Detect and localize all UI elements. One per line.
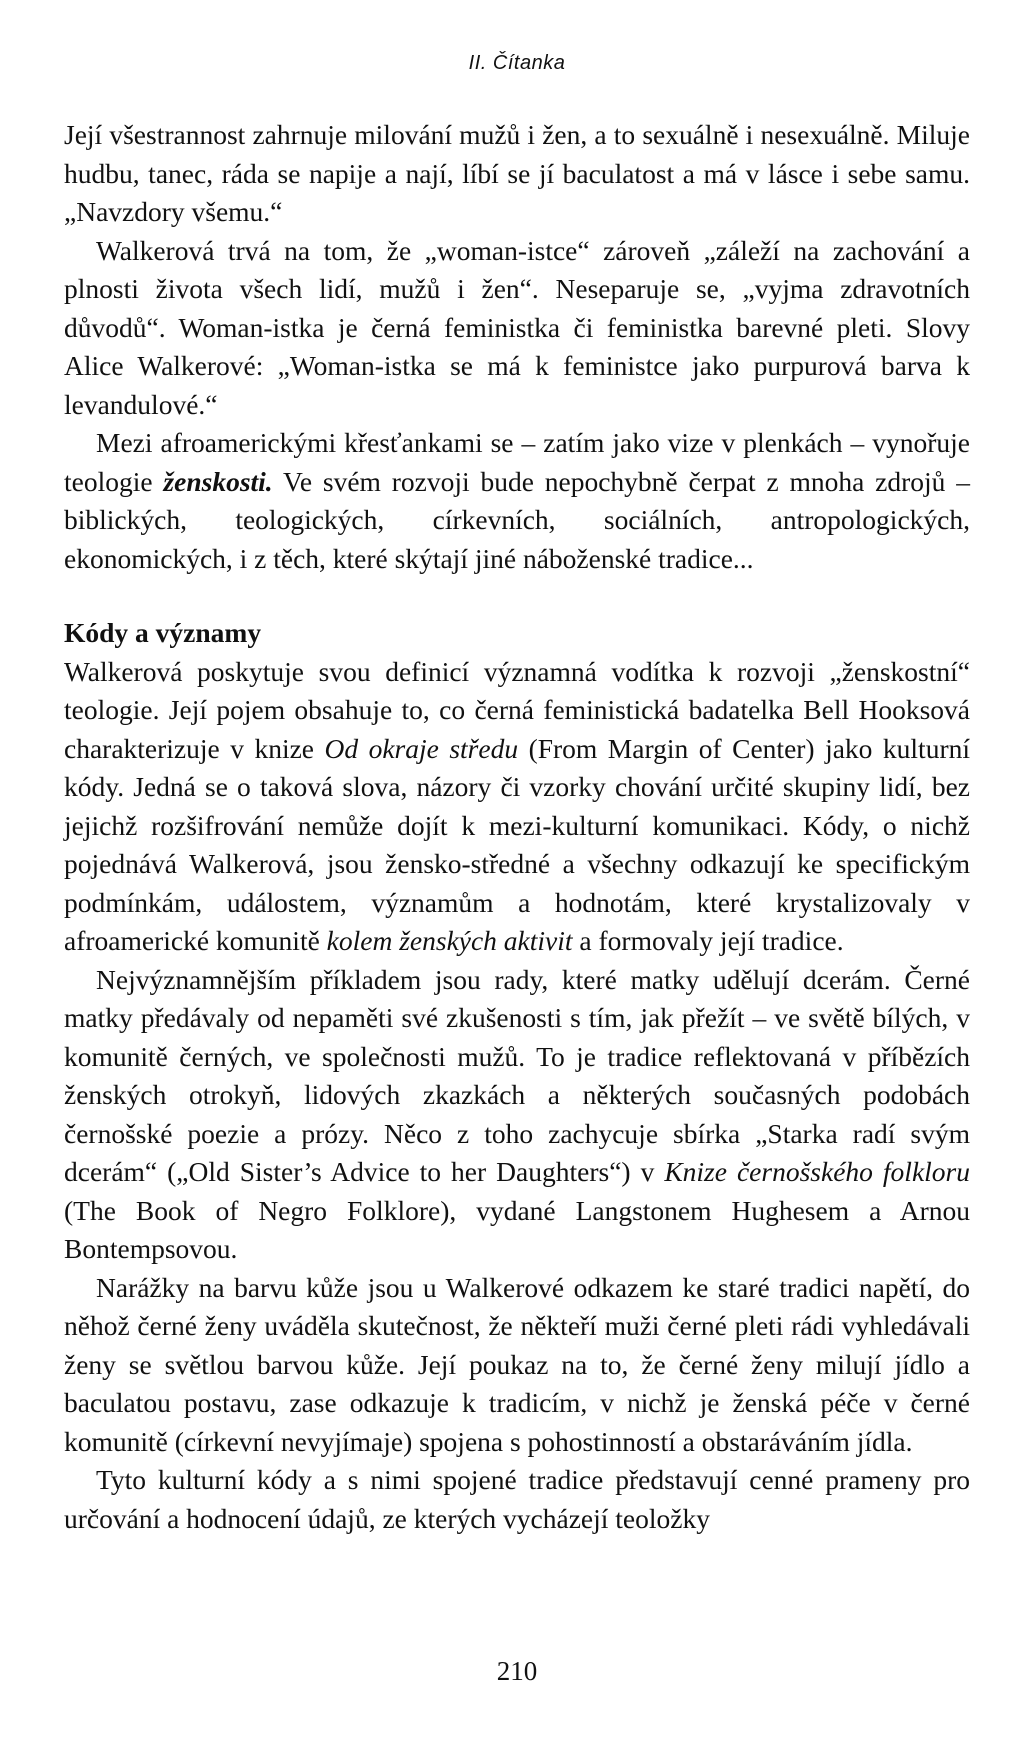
text-run: a formovaly její tradice. (572, 925, 844, 956)
book-page (64, 0, 970, 1753)
emphasis-text: ženskosti. (163, 465, 273, 497)
paragraph-continuation (64, 116, 970, 232)
paragraph (64, 961, 970, 1269)
paragraph (64, 1461, 970, 1538)
body-text (64, 116, 970, 1538)
paragraph (64, 1269, 970, 1462)
text-run: Walkerová trvá na tom, že „woman-istce“ zároveň „záleží na zachování a plnosti života všech lidí, mužů i žen“. Neseparuje se, „vyjma zdravotních důvodů“. Woman-istka je černá feministka či feministka barevné pleti. Slovy Alice Walkerové: „Woman-istka se má k feministce jako purpurová barva k levandulové.“ (64, 234, 970, 420)
text-run: Nejvýznamnějším příkladem jsou rady, které matky udělují dcerám. Černé matky předávaly od nepaměti své zkušenosti s tím, jak přežít – ve světě bílých, v komunitě černých, ve společnosti mužů. To je tradice reflektovaná v příbězích ženských otrokyň, lidových zkazkách a některých současných podobách černošské poezie a prózy. Něco z toho zachycuje sbírka „Starka radí svým dcerám“ („Old Sister’s Advice to her Daughters“) v (64, 963, 970, 1187)
section-heading: Kódy a významy (64, 617, 262, 648)
page-number: 210 (496, 1656, 538, 1686)
text-run: Její všestrannost zahrnuje milování mužů i žen, a to sexuálně i nesexuálně. Miluje hudbu, tanec, ráda se napije a nají, líbí se jí baculatost a má v lásce i sebe samu. „Navzdory všemu.“ (64, 119, 970, 227)
text-run: (From Margin of Center) jako kulturní kódy. Jedná se o taková slova, názory či vzorky chování určité skupiny lidí, bez jejichž rozšifrování nemůže dojít k mezi-kulturní komunikaci. Kódy, o nichž pojednává Walkerová, jsou žensko-středné a všechny odkazují ke specifickým podmínkám, událostem, významům a hodnotám, které krystalizovaly v afroamerické komunitě (64, 732, 970, 956)
emphasis-text: kolem ženských aktivit (326, 925, 573, 956)
text-run: Walkerová poskytuje svou definicí významná vodítka k rozvoji „ženskostní“ teologie. Její pojem obsahuje to, co černá feministická badatelka Bell Hooksová charakterizuje v knize (64, 655, 970, 764)
book-title: Od okraje středu (324, 732, 519, 764)
text-run: Ve svém rozvoji bude nepochybně čerpat z mnoha zdrojů – biblických, teologických, církevních, sociálních, antropologických, ekonomických, i z těch, které skýtají jiné náboženské tradice... (64, 465, 970, 574)
running-head: II. Čítanka (468, 52, 566, 74)
text-run: (The Book of Negro Folklore), vydané Langstonem Hughesem a Arnou Bontempsovou. (64, 1194, 970, 1264)
paragraph (64, 424, 970, 578)
paragraph (64, 232, 970, 425)
text-run: Narážky na barvu kůže jsou u Walkerové odkazem ke staré tradici napětí, do něhož černé ženy uváděla skutečnost, že někteří muži černé pleti rádi vyhledávali ženy se světlou barvou kůže. Její poukaz na to, že černé ženy milují jídlo a baculatou postavu, zase odkazuje k tradicím, v nichž je ženská péče v černé komunitě (církevní nevyjímaje) spojena s pohostinností a obstaráváním jídla. (64, 1271, 970, 1457)
book-title: Knize černošského folkloru (664, 1156, 970, 1187)
text-run: Tyto kulturní kódy a s nimi spojené tradice představují cenné prameny pro určování a hodnocení údajů, ze kterých vycházejí teoložky (64, 1464, 970, 1534)
text-run: Mezi afroamerickými křesťankami se – zatím jako vize v plenkách – vynořuje teologie (64, 427, 970, 497)
paragraph (64, 653, 970, 961)
